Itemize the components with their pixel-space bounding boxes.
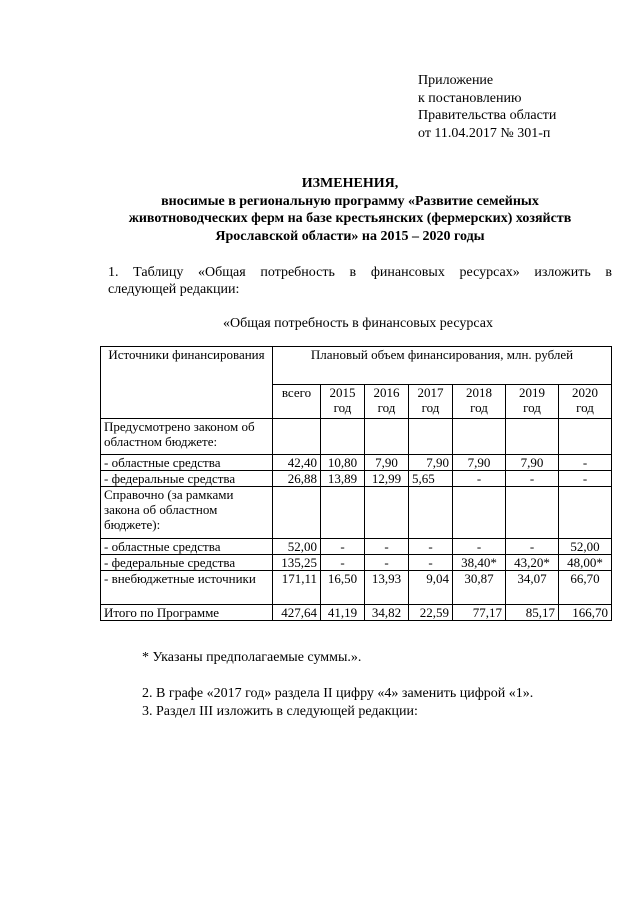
cell-value: - (321, 555, 365, 571)
cell-value: 43,20* (506, 555, 559, 571)
cell-value: 7,90 (409, 455, 453, 471)
title-line: Ярославской области» на 2015 – 2020 годы (215, 228, 485, 244)
table-row (101, 471, 612, 487)
paragraph-3: 3. Раздел III изложить в следующей редакции: (142, 704, 418, 719)
cell-value: 41,19 (321, 605, 365, 621)
cell-value: 77,17 (453, 605, 506, 621)
title-line: животноводческих ферм на базе крестьянских (фермерских) хозяйств (128, 211, 572, 226)
paragraph-2: 2. В графе «2017 год» раздела II цифру «4» заменить цифрой «1». (142, 686, 534, 701)
cell-value: 66,70 (559, 571, 612, 605)
year-header: 2015 год (321, 385, 365, 419)
table-row (101, 539, 612, 555)
cell-value: - (409, 555, 453, 571)
cell-value: 52,00 (559, 539, 612, 555)
row-label: - областные средства (101, 455, 273, 471)
total-header: всего (273, 385, 321, 419)
table-row (101, 605, 612, 621)
cell-value: 427,64 (273, 605, 321, 621)
cell-value: 30,87 (453, 571, 506, 605)
row-label: - внебюджетные источники (101, 571, 273, 605)
row-label: - федеральные средства (101, 471, 273, 487)
cell-value: - (365, 555, 409, 571)
footnote: * Указаны предполагаемые суммы.». (142, 650, 362, 665)
cell-value: - (365, 539, 409, 555)
cell-value: 12,99 (365, 471, 409, 487)
cell-value: 52,00 (273, 539, 321, 555)
cell-value: 34,07 (506, 571, 559, 605)
table-caption: «Общая потребность в финансовых ресурсах (223, 316, 493, 331)
table-row (101, 555, 612, 571)
cell-value: 38,40* (453, 555, 506, 571)
row-label: - областные средства (101, 539, 273, 555)
year-header: 2018 год (453, 385, 506, 419)
cell-value: - (506, 539, 559, 555)
cell-value: 7,90 (453, 455, 506, 471)
cell-value: 10,80 (321, 455, 365, 471)
cell-value: 26,88 (273, 471, 321, 487)
cell-value: - (409, 539, 453, 555)
cell-value: 16,50 (321, 571, 365, 605)
paragraph-1-line-1: 1. Таблицу «Общая потребность в финансовых ресурсах» изложить в (108, 265, 612, 280)
cell-value: 135,25 (273, 555, 321, 571)
appendix-line: Правительства области (418, 108, 557, 123)
title-line: вносимые в региональную программу «Развитие семейных (161, 193, 539, 209)
appendix-line: Приложение (418, 73, 494, 88)
cell-value: 42,40 (273, 455, 321, 471)
section-label: Предусмотрено законом об областном бюджете: (101, 419, 273, 455)
financing-table (100, 346, 612, 621)
cell-value: 7,90 (365, 455, 409, 471)
table-row (101, 419, 612, 455)
year-header: 2017 год (409, 385, 453, 419)
section-label: Справочно (за рамками закона об областном бюджете): (101, 487, 273, 539)
cell-value: - (506, 471, 559, 487)
row-label: Итого по Программе (101, 605, 273, 621)
row-label: - федеральные средства (101, 555, 273, 571)
appendix-line: к постановлению (418, 90, 522, 106)
cell-value: 85,17 (506, 605, 559, 621)
table-row (101, 455, 612, 471)
cell-value: 48,00* (559, 555, 612, 571)
cell-value: - (321, 539, 365, 555)
cell-value: 9,04 (409, 571, 453, 605)
cell-value: 13,89 (321, 471, 365, 487)
cell-value: 166,70 (559, 605, 612, 621)
cell-value: 7,90 (506, 455, 559, 471)
source-header: Источники финансирования (101, 347, 273, 419)
cell-value: - (559, 471, 612, 487)
plan-header: Плановый объем финансирования, млн. рублей (273, 347, 612, 385)
table-row (101, 487, 612, 539)
cell-value: 13,93 (365, 571, 409, 605)
cell-value: 34,82 (365, 605, 409, 621)
appendix-block (418, 72, 556, 142)
cell-value: 171,11 (273, 571, 321, 605)
year-header: 2020 год (559, 385, 612, 419)
cell-value: - (453, 471, 506, 487)
appendix-line: от 11.04.2017 № 301-п (418, 125, 551, 141)
cell-value: 5,65 (409, 471, 453, 487)
document-title (60, 175, 640, 245)
table-row (101, 571, 612, 605)
cell-value: 22,59 (409, 605, 453, 621)
title-line: ИЗМЕНЕНИЯ, (301, 176, 399, 191)
year-header: 2019 год (506, 385, 559, 419)
year-header: 2016 год (365, 385, 409, 419)
table-header-row (101, 347, 612, 385)
cell-value: - (559, 455, 612, 471)
cell-value: - (453, 539, 506, 555)
paragraph-1-line-2: следующей редакции: (108, 282, 240, 297)
